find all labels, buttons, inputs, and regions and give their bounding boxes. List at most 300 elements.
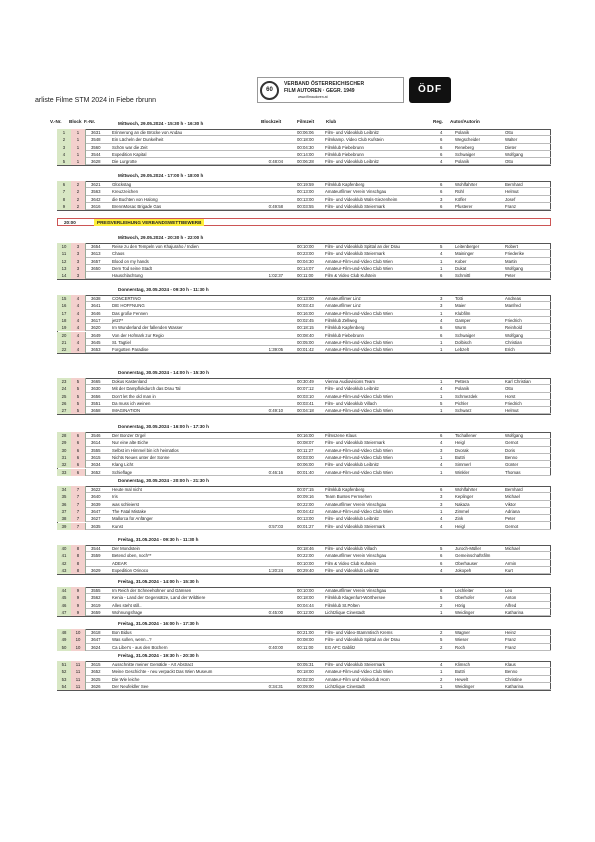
cell-block: 8 bbox=[71, 545, 86, 552]
cell-klub: Filmklub Klagenfurt-Wörthersee bbox=[325, 595, 386, 601]
cell-klub: Film- und Videoklub Spittal an der Drau bbox=[325, 244, 400, 249]
cell-title: die Buchten von Halong bbox=[112, 196, 158, 202]
logo-line-2: FILM AUTOREN · GEGR. 1949 bbox=[284, 88, 355, 94]
cell-autor-first: Manfred bbox=[505, 303, 521, 309]
cell-klub: Amateur-Film-und-Video Club Wien bbox=[325, 469, 393, 475]
cell-fnr: 3640 bbox=[91, 494, 101, 500]
cell-autor-last: Buttri bbox=[455, 454, 466, 460]
table-row[interactable] bbox=[57, 317, 551, 324]
cell-klub: Amateur-Film-und-Video Club Wien bbox=[325, 265, 393, 271]
cell-autor-first: Andreas bbox=[505, 296, 522, 301]
block-heading: Donnerstag, 30.05.2024 - 09:30 h - 11:30 h bbox=[118, 287, 209, 292]
table-row[interactable] bbox=[57, 129, 551, 136]
cell-block: 6 bbox=[71, 469, 86, 476]
cell-filmzeit: 00:11:27 bbox=[297, 447, 314, 453]
cell-filmzeit: 00:13:00 bbox=[297, 516, 314, 522]
cell-fnr: 3659 bbox=[91, 609, 101, 615]
cell-title: Ausschnitte meiner Gemälde - Art Abstract bbox=[112, 662, 193, 667]
cell-autor-last: Heigl bbox=[455, 523, 465, 529]
table-row[interactable] bbox=[57, 158, 551, 165]
cell-block: 7 bbox=[71, 508, 86, 515]
cell-title: Die Wie leiche bbox=[112, 676, 140, 682]
cell-block: 2 bbox=[71, 196, 86, 203]
cell-vnr: 14 bbox=[57, 272, 72, 279]
cell-reg: 4 bbox=[440, 523, 443, 529]
cell-klub: Film- und Videoklub Steiermark bbox=[325, 440, 385, 446]
cell-fnr: 3650 bbox=[91, 265, 101, 271]
col-blockzeit: Blockzeit bbox=[261, 119, 282, 124]
cell-fnr: 3635 bbox=[91, 523, 101, 529]
cell-autor-first: Franz bbox=[505, 644, 516, 650]
cell-klub: Film- und Videoklub Leibnitz bbox=[325, 462, 379, 468]
cell-reg: 6 bbox=[440, 273, 443, 279]
awards-label: PREISVERLEIHUNG VERBANDSWETTBEWERB bbox=[94, 219, 204, 226]
table-row[interactable] bbox=[57, 196, 551, 203]
cell-title: Ca Liber's - aus den Büchern bbox=[112, 644, 168, 650]
cell-filmzeit: 00:03:41 bbox=[297, 400, 314, 406]
cell-autor-last: Pettera bbox=[455, 379, 469, 384]
cell-autor-last: Polanik bbox=[455, 386, 470, 392]
table-row[interactable] bbox=[57, 661, 551, 668]
cell-autor-last: Schwaiger bbox=[455, 332, 476, 338]
table-row[interactable] bbox=[57, 683, 551, 690]
table-row[interactable] bbox=[57, 493, 551, 500]
cell-filmzeit: 00:04:18 bbox=[297, 408, 314, 414]
cell-klub: Amateur-Film-und-Video Club Wien bbox=[325, 508, 393, 514]
cell-vnr: 15 bbox=[57, 295, 72, 302]
cell-vnr: 34 bbox=[57, 486, 72, 493]
block-heading: Donnerstag, 30.05.2024 - 14:00 h - 15:30 h bbox=[118, 370, 209, 375]
cell-fnr: 3629 bbox=[91, 567, 101, 573]
cell-filmzeit: 00:18:00 bbox=[297, 669, 314, 675]
cell-autor-first: Michael bbox=[505, 546, 520, 551]
cell-reg: 6 bbox=[440, 325, 443, 331]
cell-fnr: 3630 bbox=[91, 386, 101, 392]
cell-title: Der Neufeldler See bbox=[112, 683, 149, 689]
cell-autor-last: Klimsch bbox=[455, 662, 471, 667]
cell-autor-first: Otto bbox=[505, 386, 514, 392]
cell-filmzeit: 00:01:42 bbox=[297, 347, 314, 353]
table-row[interactable] bbox=[57, 461, 551, 468]
cell-klub: Film- und Videoklub Wals-Siezenheim bbox=[325, 196, 398, 202]
table-row[interactable] bbox=[57, 594, 551, 601]
cell-block: 10 bbox=[71, 629, 86, 636]
cell-blockzeit: 0:34:31 bbox=[268, 683, 283, 689]
cell-klub: Film- und Videoklub Spittal an der Drau bbox=[325, 637, 400, 643]
table-row[interactable] bbox=[57, 346, 551, 353]
cell-klub: Film- und Videoklub Leibnitz bbox=[325, 159, 379, 165]
cell-autor-last: Oberhofer bbox=[455, 595, 475, 601]
table-row[interactable] bbox=[57, 523, 551, 530]
table-row[interactable] bbox=[57, 400, 551, 407]
cell-autor-first: Alfred bbox=[505, 602, 517, 608]
table-row[interactable] bbox=[57, 324, 551, 331]
cell-klub: Team Buntes Fernsehen bbox=[325, 494, 372, 500]
cell-klub: Amateurfilmer Verein Vinschgau bbox=[325, 553, 387, 559]
cell-filmzeit: 00:10:00 bbox=[297, 560, 314, 566]
cell-vnr: 12 bbox=[57, 258, 72, 265]
cell-klub: Filmklub St.Pölten bbox=[325, 602, 360, 608]
cell-autor-first: Armin bbox=[505, 560, 517, 566]
cell-reg: 2 bbox=[440, 644, 443, 650]
cell-block: 1 bbox=[71, 144, 86, 151]
cell-klub: Amateur-Film-und-Video Club Wien bbox=[325, 347, 393, 353]
cell-fnr: 3647 bbox=[91, 637, 101, 643]
cell-vnr: 28 bbox=[57, 432, 72, 439]
cell-autor-last: Maier bbox=[455, 303, 466, 309]
cell-reg: 6 bbox=[440, 487, 443, 492]
cell-fnr: 3627 bbox=[91, 516, 101, 522]
cell-fnr: 3628 bbox=[91, 159, 101, 165]
cell-vnr: 5 bbox=[57, 158, 72, 165]
cell-autor-last: Gamper bbox=[455, 317, 471, 323]
cell-reg: 1 bbox=[440, 393, 443, 399]
cell-blockzeit: 0:49:58 bbox=[268, 203, 283, 209]
cell-filmzeit: 00:13:00 bbox=[297, 196, 314, 202]
table-row[interactable] bbox=[57, 508, 551, 515]
cell-reg: 1 bbox=[440, 508, 443, 514]
cell-reg: 4 bbox=[440, 440, 443, 446]
cell-vnr: 37 bbox=[57, 508, 72, 515]
cell-filmzeit: 00:01:40 bbox=[297, 469, 314, 475]
cell-block: 6 bbox=[71, 447, 86, 454]
cell-title: Blood on my hands bbox=[112, 258, 149, 264]
col-block: Block bbox=[69, 119, 82, 124]
cell-vnr: 29 bbox=[57, 439, 72, 446]
cell-fnr: 3544 bbox=[91, 546, 101, 551]
cell-fnr: 3626 bbox=[91, 683, 101, 689]
cell-autor-first: Christian bbox=[505, 339, 522, 345]
block-heading: Donnerstag, 30.05.2024 - 16:00 h - 17:30 h bbox=[118, 424, 209, 429]
cell-autor-last: Klubfilm bbox=[455, 310, 471, 316]
cell-klub: Amateurfilmer Verein Vinschgau bbox=[325, 189, 387, 195]
cell-filmzeit: 00:03:00 bbox=[297, 454, 314, 460]
cell-filmzeit: 00:02:00 bbox=[297, 676, 314, 682]
cell-fnr: 3631 bbox=[91, 130, 101, 135]
cell-reg: 6 bbox=[440, 189, 443, 195]
cell-autor-last: Schmezdek bbox=[455, 393, 478, 399]
cell-autor-last: Wurm bbox=[455, 325, 467, 331]
cell-autor-first: Otto bbox=[505, 159, 514, 165]
cell-autor-last: Leitenberger bbox=[455, 244, 480, 249]
cell-reg: 4 bbox=[440, 386, 443, 392]
cell-vnr: 1 bbox=[57, 129, 72, 136]
cell-filmzeit: 00:08:40 bbox=[297, 332, 314, 338]
cell-title: Dokus Kastenland bbox=[112, 379, 147, 384]
cell-block: 4 bbox=[71, 332, 86, 339]
table-row[interactable] bbox=[57, 393, 551, 400]
table-row[interactable] bbox=[57, 151, 551, 158]
table-row[interactable] bbox=[57, 567, 551, 574]
cell-klub: Film- und Video-Stammtisch Krems bbox=[325, 630, 393, 635]
cell-autor-first: Bernhard bbox=[505, 487, 523, 492]
cell-title: jetzt** bbox=[112, 317, 124, 323]
cell-reg: 6 bbox=[440, 560, 443, 566]
cell-reg: 4 bbox=[440, 159, 443, 165]
cell-block: 4 bbox=[71, 295, 86, 302]
cell-autor-first: Karl Christian bbox=[505, 379, 531, 384]
cell-autor-last: Dolbisch bbox=[455, 339, 472, 345]
anniversary-seal-icon: 60 bbox=[260, 81, 279, 100]
table-row[interactable] bbox=[57, 250, 551, 257]
table-row[interactable] bbox=[57, 609, 551, 616]
table-row[interactable] bbox=[57, 439, 551, 446]
cell-block: 10 bbox=[71, 636, 86, 643]
cell-autor-first: Erich bbox=[505, 347, 515, 353]
cell-vnr: 27 bbox=[57, 407, 72, 414]
cell-autor-first: Viktor bbox=[505, 501, 516, 507]
cell-fnr: 3562 bbox=[91, 595, 101, 601]
table-row[interactable] bbox=[57, 469, 551, 476]
cell-autor-last: Polanik bbox=[455, 159, 470, 165]
table-row[interactable] bbox=[57, 188, 551, 195]
cell-autor-first: Peter bbox=[505, 273, 516, 279]
cell-fnr: 3634 bbox=[91, 462, 101, 468]
cell-klub: EG AFC Gablitz bbox=[325, 644, 356, 650]
cell-klub: Film- und Videoklub Leibnitz bbox=[325, 567, 379, 573]
cell-block: 11 bbox=[71, 676, 86, 683]
cell-autor-first: Horst bbox=[505, 393, 516, 399]
cell-reg: 3 bbox=[440, 196, 443, 202]
cell-title: Kreuzzeichen bbox=[112, 189, 139, 195]
table-row[interactable] bbox=[57, 560, 551, 567]
cell-fnr: 3639 bbox=[91, 501, 101, 507]
cell-fnr: 3555 bbox=[91, 588, 101, 593]
cell-autor-first: Heinz bbox=[505, 630, 516, 635]
cell-title: Erinnerung an die Brücke von Andau bbox=[112, 130, 182, 135]
cell-vnr: 46 bbox=[57, 602, 72, 609]
table-row[interactable] bbox=[57, 432, 551, 439]
cell-vnr: 32 bbox=[57, 461, 72, 468]
cell-reg: 1 bbox=[440, 469, 443, 475]
cell-block: 2 bbox=[71, 203, 86, 210]
cell-title: ADEAR bbox=[112, 560, 127, 566]
cell-vnr: 19 bbox=[57, 324, 72, 331]
cell-block: 9 bbox=[71, 587, 86, 594]
table-row[interactable] bbox=[57, 587, 551, 594]
cell-klub: Filmkamp. Video Club Kufstein bbox=[325, 137, 384, 143]
cell-reg: 3 bbox=[440, 296, 443, 301]
cell-block: 11 bbox=[71, 668, 86, 675]
cell-autor-first: Günter bbox=[505, 462, 519, 468]
cell-autor-first: Dieter bbox=[505, 144, 517, 150]
cell-title: Schieflage bbox=[112, 469, 133, 475]
cell-block: 5 bbox=[71, 400, 86, 407]
cell-title: Im Wunderland der fallenden Wasser bbox=[112, 325, 183, 331]
cell-title: Expedition Orinoco bbox=[112, 567, 149, 573]
cell-filmzeit: 00:05:00 bbox=[297, 339, 314, 345]
table-row[interactable] bbox=[57, 181, 551, 188]
cell-reg: 5 bbox=[440, 400, 443, 406]
table-row[interactable] bbox=[57, 203, 551, 210]
cell-reg: 1 bbox=[440, 669, 443, 675]
cell-klub: Film- und Videoklub Steiermark bbox=[325, 662, 385, 667]
table-row[interactable] bbox=[57, 407, 551, 414]
cell-block: 2 bbox=[71, 188, 86, 195]
cell-filmzeit: 00:04:42 bbox=[297, 508, 314, 514]
cell-title: CONCERTINO bbox=[112, 296, 141, 301]
cell-autor-first: Benno bbox=[505, 669, 518, 675]
cell-autor-first: Helmut bbox=[505, 189, 519, 195]
block-heading: Freitag, 31.05.2024 - 14:00 h - 15:30 h bbox=[118, 579, 199, 584]
cell-autor-first: Michael bbox=[505, 494, 520, 500]
cell-filmzeit: 00:29:40 bbox=[297, 567, 314, 573]
cell-autor-last: Wohlfahrter bbox=[455, 487, 478, 492]
cell-autor-first: Bernhard bbox=[505, 182, 523, 187]
cell-reg: 1 bbox=[440, 683, 443, 689]
cell-title: Mallorca für Anfänger bbox=[112, 516, 153, 522]
table-row[interactable] bbox=[57, 302, 551, 309]
cell-vnr: 6 bbox=[57, 181, 72, 188]
cell-title: DIE HOFFNUNG bbox=[112, 303, 145, 309]
table-row[interactable] bbox=[57, 272, 551, 279]
cell-klub: Filmklub Fiebebrunn bbox=[325, 144, 364, 150]
table-row[interactable] bbox=[57, 552, 551, 559]
cell-block: 6 bbox=[71, 432, 86, 439]
cell-filmzeit: 00:13:00 bbox=[297, 189, 314, 195]
cell-klub: Amateur-Film und Videoclub Horn bbox=[325, 676, 390, 682]
cell-klub: Filmklub Zellweg bbox=[325, 317, 357, 323]
block-heading: Freitag, 31.05.2024 - 19:30 h - 20:30 h bbox=[118, 653, 199, 658]
cell-reg: 4 bbox=[440, 662, 443, 667]
cell-klub: Amateur-Film-und-Video Club Wien bbox=[325, 669, 393, 675]
cell-autor-last: Wohlfahrter bbox=[455, 182, 478, 187]
table-row[interactable] bbox=[57, 144, 551, 151]
cell-fnr: 3652 bbox=[91, 669, 101, 675]
cell-block: 4 bbox=[71, 346, 86, 353]
cell-autor-last: Hewelt bbox=[455, 676, 469, 682]
cell-title: Die Lurgrotte bbox=[112, 159, 137, 165]
cell-autor-last: Reneberg bbox=[455, 144, 474, 150]
cell-reg: 1 bbox=[440, 310, 443, 316]
cell-fnr: 3657 bbox=[91, 258, 101, 264]
cell-klub: Lichtzlique Cinestadt bbox=[325, 683, 365, 689]
cell-block: 5 bbox=[71, 407, 86, 414]
cell-vnr: 24 bbox=[57, 385, 72, 392]
table-row[interactable] bbox=[57, 545, 551, 552]
awards-note bbox=[57, 218, 551, 226]
table-row[interactable] bbox=[57, 454, 551, 461]
cell-fnr: 3614 bbox=[91, 440, 101, 446]
cell-reg: 4 bbox=[440, 462, 443, 468]
cell-filmzeit: 00:09:00 bbox=[297, 683, 314, 689]
cell-title: Nichts Neues unter der Sonne bbox=[112, 454, 170, 460]
cell-block: 3 bbox=[71, 272, 86, 279]
col-vnr: V.-Nr. bbox=[50, 119, 62, 124]
cell-klub: Amateur-Film-und-Video Club Wien bbox=[325, 310, 393, 316]
table-row[interactable] bbox=[57, 385, 551, 392]
cell-autor-last: Winkler bbox=[455, 469, 470, 475]
cell-title: Betend oben, noch** bbox=[112, 553, 152, 559]
cell-klub: Amateurfilmer Verein Vinschgau bbox=[325, 588, 387, 593]
table-row[interactable] bbox=[57, 501, 551, 508]
cell-reg: 6 bbox=[440, 553, 443, 559]
cell-fnr: 3652 bbox=[91, 469, 101, 475]
cell-autor-last: Oberhauser bbox=[455, 560, 478, 566]
table-row[interactable] bbox=[57, 243, 551, 250]
cell-klub: Amateur-Film-und-Video Club Wien bbox=[325, 408, 393, 414]
table-row[interactable] bbox=[57, 515, 551, 522]
cell-autor-first: Katharina bbox=[505, 683, 524, 689]
cell-klub: Film- und Videoklub Leibnitz bbox=[325, 386, 379, 392]
table-row[interactable] bbox=[57, 636, 551, 643]
cell-filmzeit: 00:10:00 bbox=[297, 588, 314, 593]
table-row[interactable] bbox=[57, 310, 551, 317]
cell-autor-last: Tschallener bbox=[455, 433, 477, 438]
cell-reg: 5 bbox=[440, 637, 443, 643]
cell-klub: Film- und Videoklub Steiermark bbox=[325, 523, 385, 529]
cell-vnr: 52 bbox=[57, 668, 72, 675]
cell-autor-first: Helmut bbox=[505, 408, 519, 414]
cell-klub: Film- und Videoklub Leibnitz bbox=[325, 130, 379, 135]
table-row[interactable] bbox=[57, 339, 551, 346]
cell-fnr: 3618 bbox=[91, 630, 101, 635]
table-row[interactable] bbox=[57, 265, 551, 272]
cell-filmzeit: 00:07:12 bbox=[297, 386, 314, 392]
table-row[interactable] bbox=[57, 136, 551, 143]
table-row[interactable] bbox=[57, 486, 551, 493]
cell-filmzeit: 00:01:27 bbox=[297, 523, 314, 529]
table-row[interactable] bbox=[57, 668, 551, 675]
cell-title: St. Tagtiel bbox=[112, 339, 131, 345]
cell-vnr: 10 bbox=[57, 243, 72, 250]
cell-klub: Amateur-Film-und-Video Club Wien bbox=[325, 339, 393, 345]
cell-block: 1 bbox=[71, 136, 86, 143]
block-heading: Freitag, 31.05.2024 - 16:00 h - 17:30 h bbox=[118, 621, 199, 626]
cell-autor-first: Friedrich bbox=[505, 400, 522, 406]
table-row[interactable] bbox=[57, 447, 551, 454]
cell-vnr: 39 bbox=[57, 523, 72, 530]
cell-autor-last: Pfusterer bbox=[455, 203, 473, 209]
cell-autor-first: Robert bbox=[505, 244, 518, 249]
cell-fnr: 3645 bbox=[91, 339, 101, 345]
cell-title: The Fatal Mistake bbox=[112, 508, 147, 514]
table-row[interactable] bbox=[57, 676, 551, 683]
table-row[interactable] bbox=[57, 378, 551, 385]
table-row[interactable] bbox=[57, 295, 551, 302]
cell-filmzeit: 00:05:31 bbox=[297, 662, 314, 667]
table-row[interactable] bbox=[57, 602, 551, 609]
cell-reg: 4 bbox=[440, 567, 443, 573]
cell-fnr: 3653 bbox=[91, 347, 101, 353]
table-row[interactable] bbox=[57, 629, 551, 636]
cell-autor-last: Nakaza bbox=[455, 501, 470, 507]
cell-block: 3 bbox=[71, 265, 86, 272]
cell-vnr: 11 bbox=[57, 250, 72, 257]
cell-autor-last: Dvorak bbox=[455, 447, 469, 453]
cell-autor-last: Wegscheider bbox=[455, 137, 480, 143]
cell-klub: Film & Video Club Kufstein bbox=[325, 273, 377, 279]
cell-autor-first: Kurt bbox=[505, 567, 513, 573]
cell-autor-first: Anton bbox=[505, 595, 517, 601]
cell-autor-first: Wolfgang bbox=[505, 151, 524, 157]
cell-vnr: 31 bbox=[57, 454, 72, 461]
table-row[interactable] bbox=[57, 332, 551, 339]
cell-block: 7 bbox=[71, 486, 86, 493]
cell-autor-first: Reinhold bbox=[505, 325, 522, 331]
cell-autor-first: Franz bbox=[505, 637, 516, 643]
table-row[interactable] bbox=[57, 644, 551, 651]
cell-vnr: 41 bbox=[57, 552, 72, 559]
cell-klub: Amateur-Film-und-Video Club Wien bbox=[325, 258, 393, 264]
cell-reg: 4 bbox=[440, 516, 443, 522]
cell-fnr: 3548 bbox=[91, 137, 101, 143]
table-row[interactable] bbox=[57, 258, 551, 265]
cell-blockzeit: 1:02:37 bbox=[268, 273, 283, 279]
cell-title: Im Reich der Schneehühner und Gämsen bbox=[112, 588, 192, 593]
cell-filmzeit: 00:03:10 bbox=[297, 393, 314, 399]
cell-autor-last: Lechleiter bbox=[455, 588, 474, 593]
